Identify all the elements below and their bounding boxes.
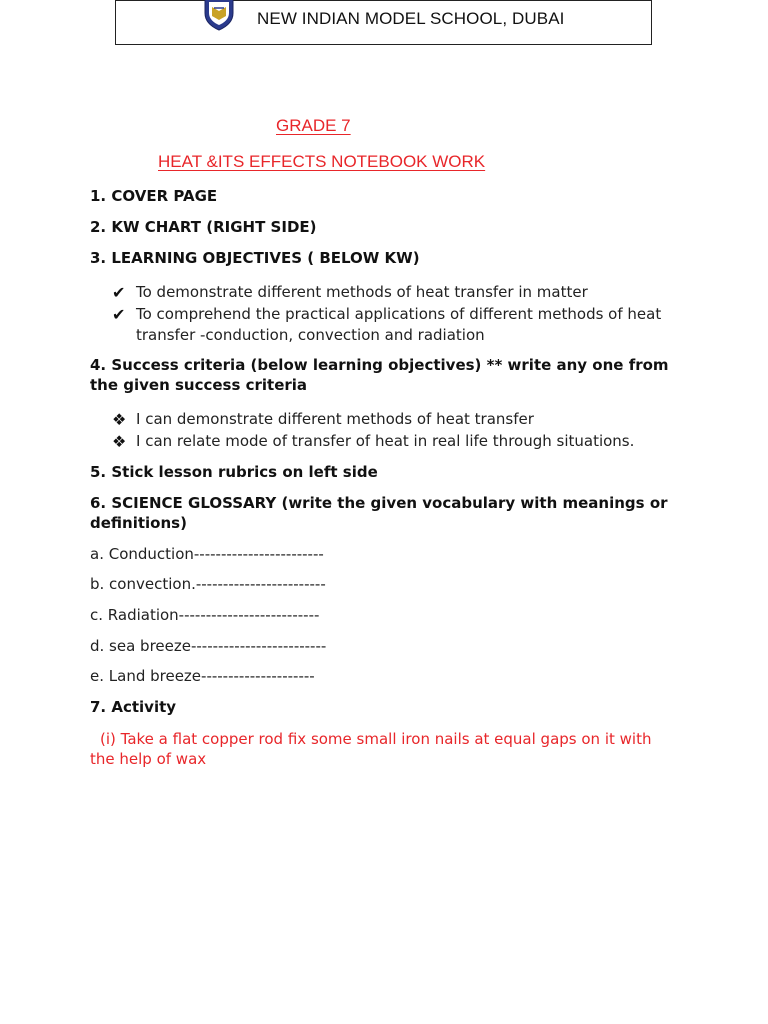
item-learning-objectives: 3. LEARNING OBJECTIVES ( BELOW KW) [90, 249, 420, 267]
item-kw-chart: 2. KW CHART (RIGHT SIDE) [90, 218, 317, 236]
item-activity: 7. Activity [90, 698, 177, 716]
grade-title: GRADE 7 [276, 116, 351, 135]
item-lesson-rubrics: 5. Stick lesson rubrics on left side [90, 463, 378, 481]
glossary-term: e. Land breeze--------------------- [90, 667, 315, 685]
glossary-term: d. sea breeze------------------------- [90, 637, 327, 655]
success-point-text: I can demonstrate different methods of heat transfer [136, 410, 534, 428]
objective-item [112, 282, 692, 303]
checkmark-icon: ✔ [112, 283, 126, 302]
success-point-text: I can relate mode of transfer of heat in real life through situations. [136, 432, 635, 450]
school-crest-icon [202, 0, 236, 31]
objective-text: To demonstrate different methods of heat transfer in matter [136, 283, 588, 301]
item-success-criteria: 4. Success criteria (below learning objectives) ** write any one from the given success criteria [90, 356, 669, 394]
objective-item [112, 304, 692, 346]
school-header [115, 0, 652, 45]
checkmark-icon: ✔ [112, 305, 126, 324]
activity-step: (i) Take a flat copper rod fix some small iron nails at equal gaps on it with the help of wax [90, 730, 652, 768]
success-point [112, 431, 692, 452]
glossary-term: a. Conduction------------------------ [90, 545, 324, 563]
item-cover-page: 1. COVER PAGE [90, 187, 218, 205]
topic-title: HEAT &ITS EFFECTS NOTEBOOK WORK [158, 152, 486, 171]
school-name: NEW INDIAN MODEL SCHOOL, DUBAI [257, 9, 565, 28]
diamond-bullet-icon: ❖ [112, 410, 127, 429]
objective-text: To comprehend the practical applications of different methods of heat transfer -conduction, convection and radiation [136, 305, 662, 344]
diamond-bullet-icon: ❖ [112, 432, 127, 451]
glossary-term: c. Radiation-------------------------- [90, 606, 320, 624]
item-science-glossary: 6. SCIENCE GLOSSARY (write the given vocabulary with meanings or definitions) [90, 494, 668, 532]
success-point [112, 409, 692, 430]
glossary-term: b. convection.------------------------ [90, 575, 326, 593]
